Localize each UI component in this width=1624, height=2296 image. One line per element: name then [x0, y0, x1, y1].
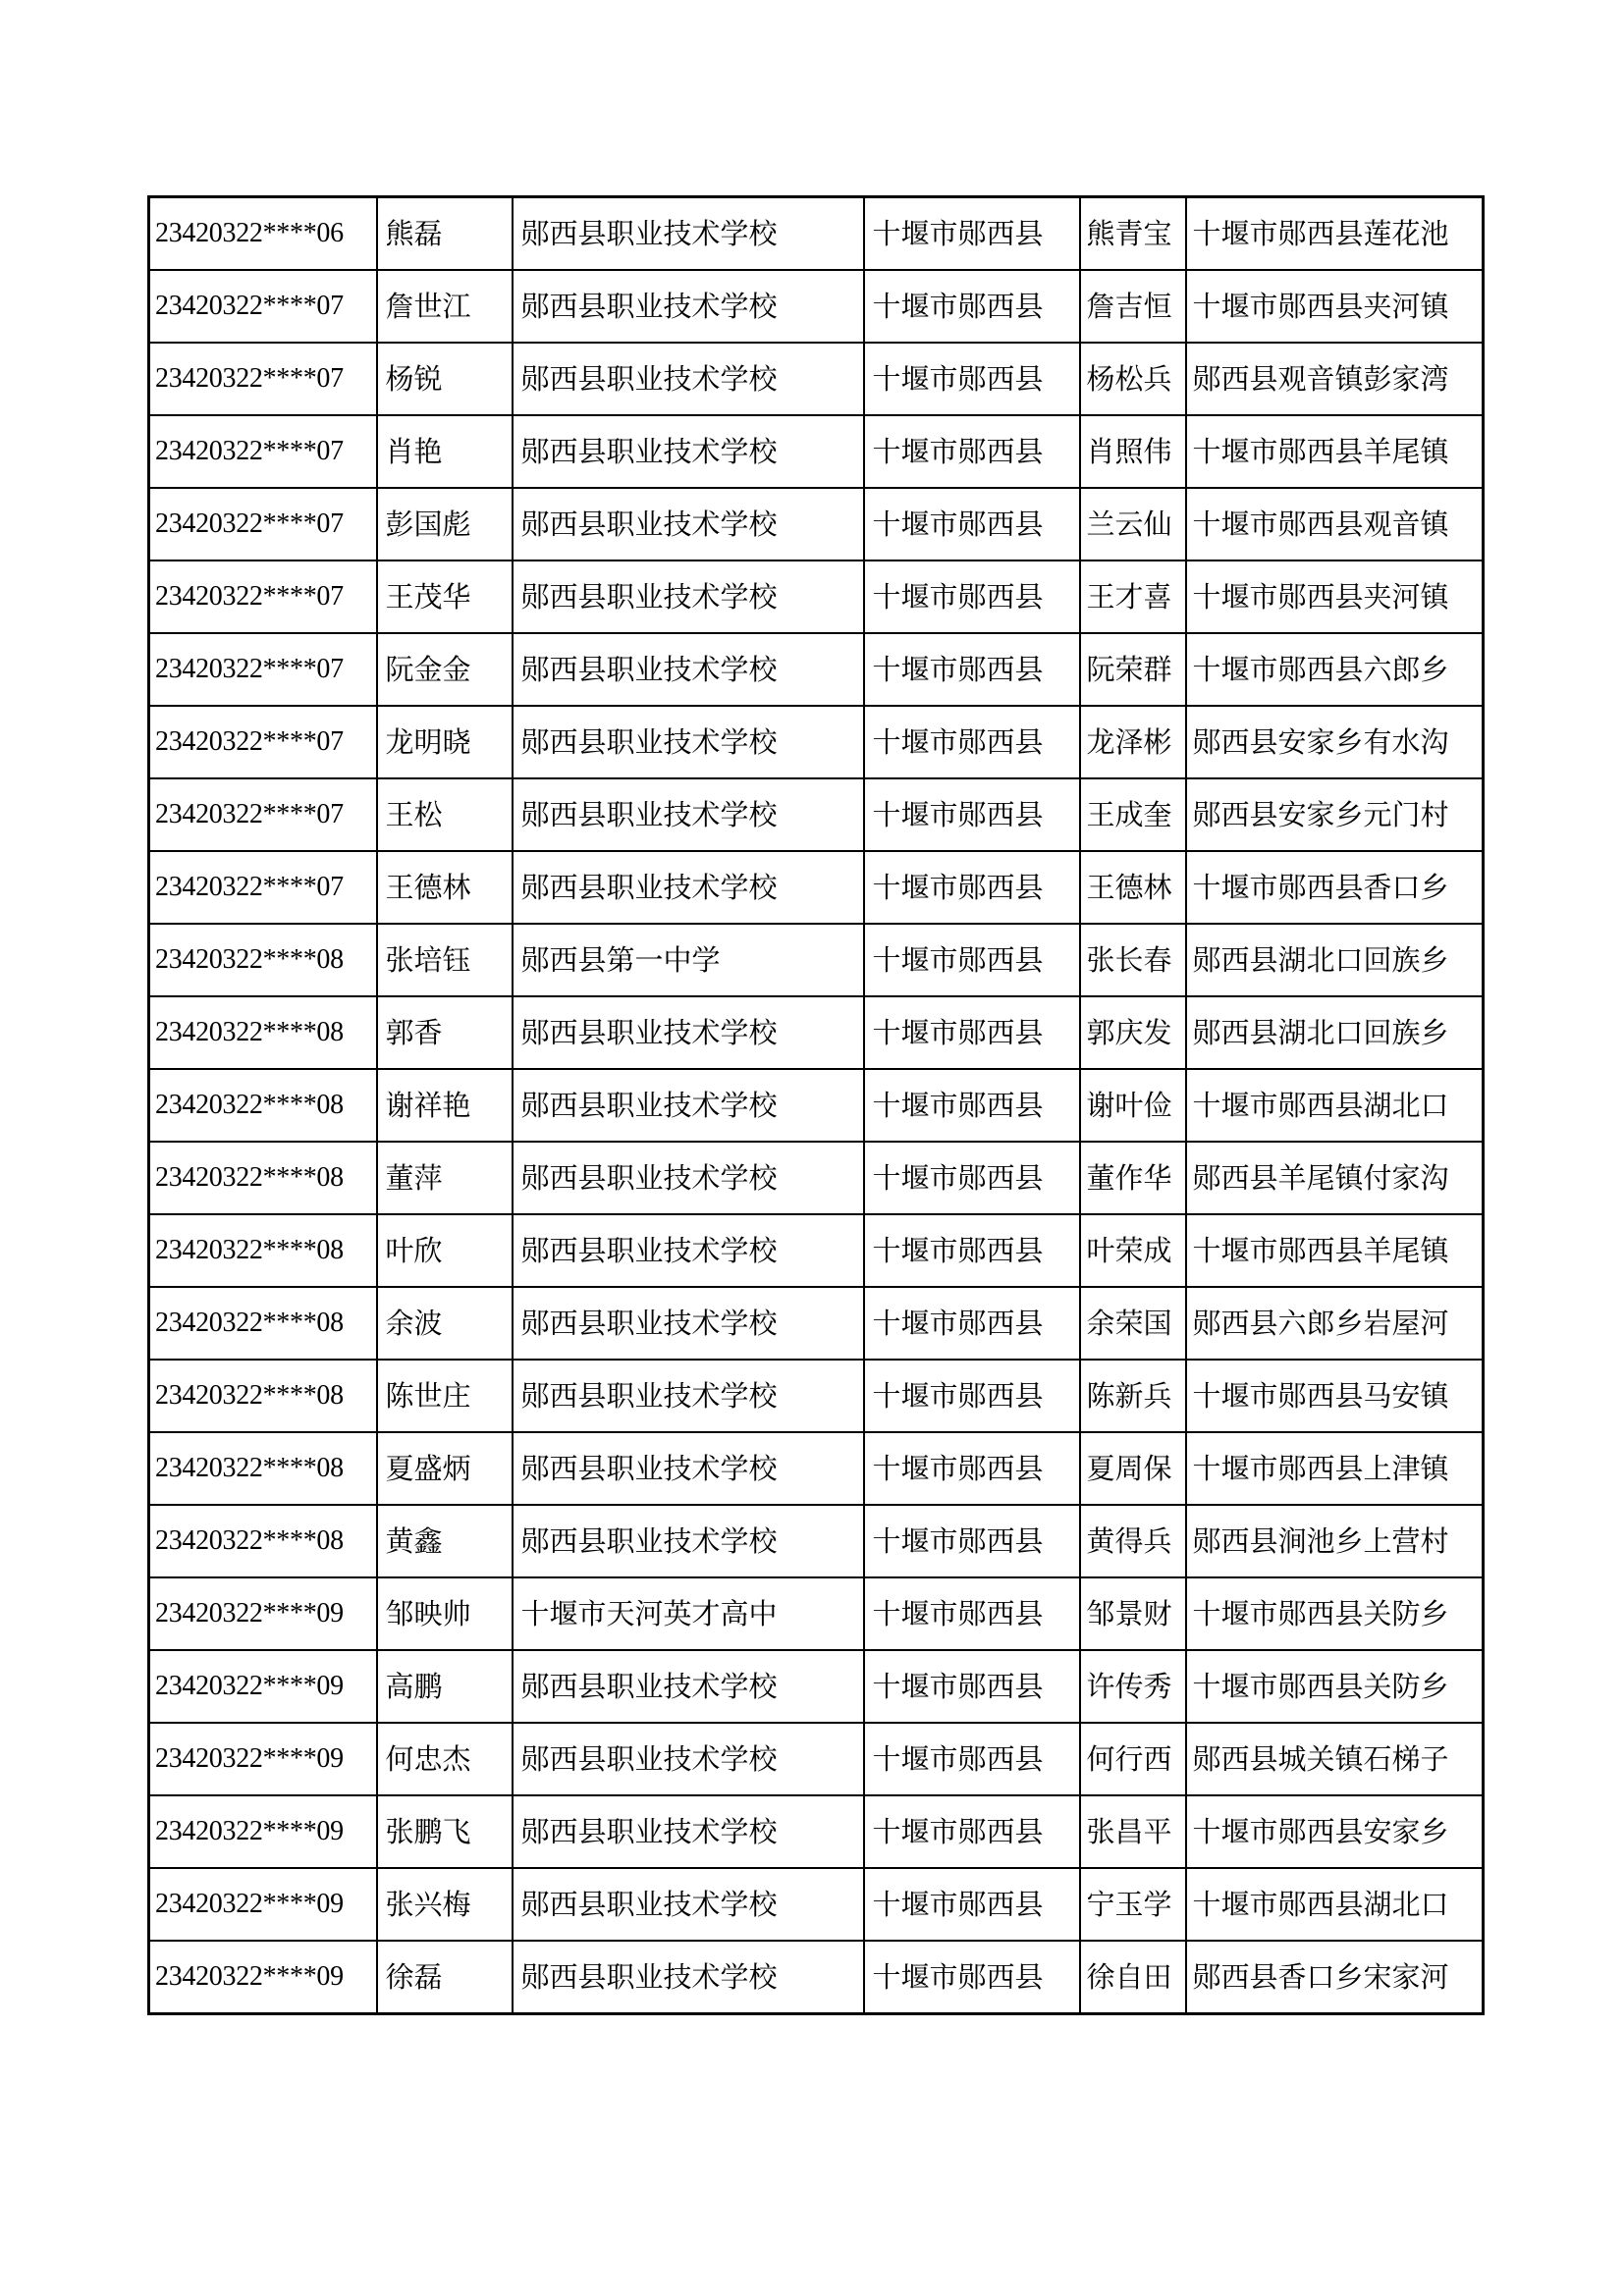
school-cell: 郧西县职业技术学校 — [513, 778, 864, 851]
table-row — [149, 561, 1484, 633]
school-cell: 郧西县职业技术学校 — [513, 488, 864, 561]
school-cell: 郧西县职业技术学校 — [513, 343, 864, 415]
table-row — [149, 270, 1484, 343]
address-cell: 郧西县香口乡宋家河 — [1186, 1941, 1484, 2014]
region-cell: 十堰市郧西县 — [864, 197, 1080, 271]
region-cell: 十堰市郧西县 — [864, 996, 1080, 1069]
region-cell: 十堰市郧西县 — [864, 851, 1080, 924]
address-cell: 郧西县安家乡有水沟 — [1186, 706, 1484, 778]
region-cell: 十堰市郧西县 — [864, 633, 1080, 706]
guardian-name-cell: 肖照伟 — [1080, 415, 1186, 488]
school-cell: 郧西县职业技术学校 — [513, 1142, 864, 1214]
table-row — [149, 633, 1484, 706]
address-cell: 十堰市郧西县香口乡 — [1186, 851, 1484, 924]
guardian-name-cell: 张昌平 — [1080, 1795, 1186, 1868]
student-name-cell: 张鹏飞 — [377, 1795, 513, 1868]
region-cell: 十堰市郧西县 — [864, 1795, 1080, 1868]
student-roster-table — [147, 195, 1485, 2015]
id-number-cell: 23420322****07 — [149, 851, 377, 924]
guardian-name-cell: 夏周保 — [1080, 1432, 1186, 1505]
table-row — [149, 924, 1484, 996]
guardian-name-cell: 王成奎 — [1080, 778, 1186, 851]
table-row — [149, 1868, 1484, 1941]
school-cell: 郧西县职业技术学校 — [513, 415, 864, 488]
student-name-cell: 叶欣 — [377, 1214, 513, 1287]
school-cell: 郧西县职业技术学校 — [513, 1795, 864, 1868]
school-cell: 郧西县职业技术学校 — [513, 633, 864, 706]
id-number-cell: 23420322****06 — [149, 197, 377, 271]
school-cell: 郧西县第一中学 — [513, 924, 864, 996]
id-number-cell: 23420322****07 — [149, 270, 377, 343]
school-cell: 郧西县职业技术学校 — [513, 270, 864, 343]
region-cell: 十堰市郧西县 — [864, 343, 1080, 415]
table-row — [149, 1941, 1484, 2014]
student-name-cell: 熊磊 — [377, 197, 513, 271]
student-name-cell: 王德林 — [377, 851, 513, 924]
guardian-name-cell: 邹景财 — [1080, 1577, 1186, 1650]
guardian-name-cell: 郭庆发 — [1080, 996, 1186, 1069]
region-cell: 十堰市郧西县 — [864, 1650, 1080, 1723]
school-cell: 郧西县职业技术学校 — [513, 1650, 864, 1723]
guardian-name-cell: 黄得兵 — [1080, 1505, 1186, 1577]
table-row — [149, 197, 1484, 271]
id-number-cell: 23420322****08 — [149, 1142, 377, 1214]
address-cell: 十堰市郧西县马安镇 — [1186, 1360, 1484, 1432]
student-name-cell: 何忠杰 — [377, 1723, 513, 1795]
guardian-name-cell: 王德林 — [1080, 851, 1186, 924]
student-name-cell: 杨锐 — [377, 343, 513, 415]
address-cell: 十堰市郧西县莲花池 — [1186, 197, 1484, 271]
id-number-cell: 23420322****07 — [149, 415, 377, 488]
table-row — [149, 1214, 1484, 1287]
student-name-cell: 余波 — [377, 1287, 513, 1360]
guardian-name-cell: 宁玉学 — [1080, 1868, 1186, 1941]
school-cell: 郧西县职业技术学校 — [513, 1360, 864, 1432]
region-cell: 十堰市郧西县 — [864, 561, 1080, 633]
address-cell: 郧西县城关镇石梯子 — [1186, 1723, 1484, 1795]
id-number-cell: 23420322****08 — [149, 1432, 377, 1505]
address-cell: 郧西县安家乡元门村 — [1186, 778, 1484, 851]
student-name-cell: 彭国彪 — [377, 488, 513, 561]
school-cell: 郧西县职业技术学校 — [513, 1941, 864, 2014]
region-cell: 十堰市郧西县 — [864, 1505, 1080, 1577]
id-number-cell: 23420322****08 — [149, 1069, 377, 1142]
guardian-name-cell: 兰云仙 — [1080, 488, 1186, 561]
student-name-cell: 王松 — [377, 778, 513, 851]
student-name-cell: 郭香 — [377, 996, 513, 1069]
student-name-cell: 董萍 — [377, 1142, 513, 1214]
guardian-name-cell: 王才喜 — [1080, 561, 1186, 633]
guardian-name-cell: 张长春 — [1080, 924, 1186, 996]
school-cell: 郧西县职业技术学校 — [513, 1287, 864, 1360]
table-row — [149, 1142, 1484, 1214]
student-name-cell: 詹世江 — [377, 270, 513, 343]
guardian-name-cell: 何行西 — [1080, 1723, 1186, 1795]
guardian-name-cell: 詹吉恒 — [1080, 270, 1186, 343]
student-name-cell: 阮金金 — [377, 633, 513, 706]
address-cell: 郧西县六郎乡岩屋河 — [1186, 1287, 1484, 1360]
id-number-cell: 23420322****08 — [149, 1360, 377, 1432]
id-number-cell: 23420322****07 — [149, 561, 377, 633]
table-row — [149, 1505, 1484, 1577]
student-name-cell: 张培钰 — [377, 924, 513, 996]
table-row — [149, 1577, 1484, 1650]
region-cell: 十堰市郧西县 — [864, 415, 1080, 488]
guardian-name-cell: 徐自田 — [1080, 1941, 1186, 2014]
guardian-name-cell: 许传秀 — [1080, 1650, 1186, 1723]
student-name-cell: 谢祥艳 — [377, 1069, 513, 1142]
student-name-cell: 陈世庄 — [377, 1360, 513, 1432]
guardian-name-cell: 杨松兵 — [1080, 343, 1186, 415]
address-cell: 十堰市郧西县关防乡 — [1186, 1650, 1484, 1723]
table-row — [149, 1795, 1484, 1868]
address-cell: 十堰市郧西县六郎乡 — [1186, 633, 1484, 706]
address-cell: 郧西县观音镇彭家湾 — [1186, 343, 1484, 415]
address-cell: 十堰市郧西县夹河镇 — [1186, 561, 1484, 633]
id-number-cell: 23420322****09 — [149, 1941, 377, 2014]
table-row — [149, 1650, 1484, 1723]
guardian-name-cell: 阮荣群 — [1080, 633, 1186, 706]
region-cell: 十堰市郧西县 — [864, 1069, 1080, 1142]
region-cell: 十堰市郧西县 — [864, 1287, 1080, 1360]
school-cell: 郧西县职业技术学校 — [513, 561, 864, 633]
roster-body — [149, 197, 1484, 2014]
id-number-cell: 23420322****08 — [149, 924, 377, 996]
student-name-cell: 王茂华 — [377, 561, 513, 633]
id-number-cell: 23420322****08 — [149, 1287, 377, 1360]
address-cell: 十堰市郧西县安家乡 — [1186, 1795, 1484, 1868]
school-cell: 郧西县职业技术学校 — [513, 1069, 864, 1142]
table-row — [149, 1360, 1484, 1432]
student-name-cell: 徐磊 — [377, 1941, 513, 2014]
address-cell: 十堰市郧西县羊尾镇 — [1186, 1214, 1484, 1287]
school-cell: 郧西县职业技术学校 — [513, 996, 864, 1069]
table-row — [149, 778, 1484, 851]
region-cell: 十堰市郧西县 — [864, 1360, 1080, 1432]
school-cell: 十堰市天河英才高中 — [513, 1577, 864, 1650]
table-row — [149, 343, 1484, 415]
student-name-cell: 夏盛炳 — [377, 1432, 513, 1505]
region-cell: 十堰市郧西县 — [864, 1432, 1080, 1505]
guardian-name-cell: 龙泽彬 — [1080, 706, 1186, 778]
guardian-name-cell: 谢叶俭 — [1080, 1069, 1186, 1142]
region-cell: 十堰市郧西县 — [864, 1142, 1080, 1214]
address-cell: 郧西县湖北口回族乡 — [1186, 924, 1484, 996]
table-row — [149, 996, 1484, 1069]
table-row — [149, 415, 1484, 488]
table-row — [149, 1287, 1484, 1360]
student-name-cell: 黄鑫 — [377, 1505, 513, 1577]
school-cell: 郧西县职业技术学校 — [513, 1723, 864, 1795]
address-cell: 郧西县涧池乡上营村 — [1186, 1505, 1484, 1577]
id-number-cell: 23420322****07 — [149, 633, 377, 706]
region-cell: 十堰市郧西县 — [864, 706, 1080, 778]
id-number-cell: 23420322****08 — [149, 996, 377, 1069]
address-cell: 十堰市郧西县关防乡 — [1186, 1577, 1484, 1650]
student-name-cell: 邹映帅 — [377, 1577, 513, 1650]
region-cell: 十堰市郧西县 — [864, 1214, 1080, 1287]
table-row — [149, 1432, 1484, 1505]
region-cell: 十堰市郧西县 — [864, 924, 1080, 996]
id-number-cell: 23420322****08 — [149, 1214, 377, 1287]
guardian-name-cell: 陈新兵 — [1080, 1360, 1186, 1432]
region-cell: 十堰市郧西县 — [864, 1577, 1080, 1650]
region-cell: 十堰市郧西县 — [864, 270, 1080, 343]
school-cell: 郧西县职业技术学校 — [513, 1505, 864, 1577]
guardian-name-cell: 叶荣成 — [1080, 1214, 1186, 1287]
school-cell: 郧西县职业技术学校 — [513, 706, 864, 778]
table-row — [149, 488, 1484, 561]
id-number-cell: 23420322****09 — [149, 1650, 377, 1723]
table-row — [149, 1069, 1484, 1142]
address-cell: 十堰市郧西县夹河镇 — [1186, 270, 1484, 343]
address-cell: 十堰市郧西县上津镇 — [1186, 1432, 1484, 1505]
region-cell: 十堰市郧西县 — [864, 778, 1080, 851]
region-cell: 十堰市郧西县 — [864, 1723, 1080, 1795]
guardian-name-cell: 董作华 — [1080, 1142, 1186, 1214]
address-cell: 郧西县羊尾镇付家沟 — [1186, 1142, 1484, 1214]
school-cell: 郧西县职业技术学校 — [513, 1432, 864, 1505]
id-number-cell: 23420322****09 — [149, 1577, 377, 1650]
id-number-cell: 23420322****07 — [149, 488, 377, 561]
table-row — [149, 851, 1484, 924]
id-number-cell: 23420322****09 — [149, 1723, 377, 1795]
id-number-cell: 23420322****07 — [149, 706, 377, 778]
id-number-cell: 23420322****09 — [149, 1795, 377, 1868]
address-cell: 郧西县湖北口回族乡 — [1186, 996, 1484, 1069]
address-cell: 十堰市郧西县观音镇 — [1186, 488, 1484, 561]
id-number-cell: 23420322****09 — [149, 1868, 377, 1941]
id-number-cell: 23420322****07 — [149, 343, 377, 415]
guardian-name-cell: 余荣国 — [1080, 1287, 1186, 1360]
school-cell: 郧西县职业技术学校 — [513, 851, 864, 924]
region-cell: 十堰市郧西县 — [864, 488, 1080, 561]
id-number-cell: 23420322****08 — [149, 1505, 377, 1577]
table-row — [149, 1723, 1484, 1795]
id-number-cell: 23420322****07 — [149, 778, 377, 851]
address-cell: 十堰市郧西县湖北口 — [1186, 1868, 1484, 1941]
region-cell: 十堰市郧西县 — [864, 1941, 1080, 2014]
school-cell: 郧西县职业技术学校 — [513, 1868, 864, 1941]
address-cell: 十堰市郧西县羊尾镇 — [1186, 415, 1484, 488]
school-cell: 郧西县职业技术学校 — [513, 1214, 864, 1287]
address-cell: 十堰市郧西县湖北口 — [1186, 1069, 1484, 1142]
region-cell: 十堰市郧西县 — [864, 1868, 1080, 1941]
guardian-name-cell: 熊青宝 — [1080, 197, 1186, 271]
school-cell: 郧西县职业技术学校 — [513, 197, 864, 271]
student-name-cell: 龙明晓 — [377, 706, 513, 778]
student-name-cell: 张兴梅 — [377, 1868, 513, 1941]
table-row — [149, 706, 1484, 778]
student-name-cell: 肖艳 — [377, 415, 513, 488]
student-name-cell: 高鹏 — [377, 1650, 513, 1723]
